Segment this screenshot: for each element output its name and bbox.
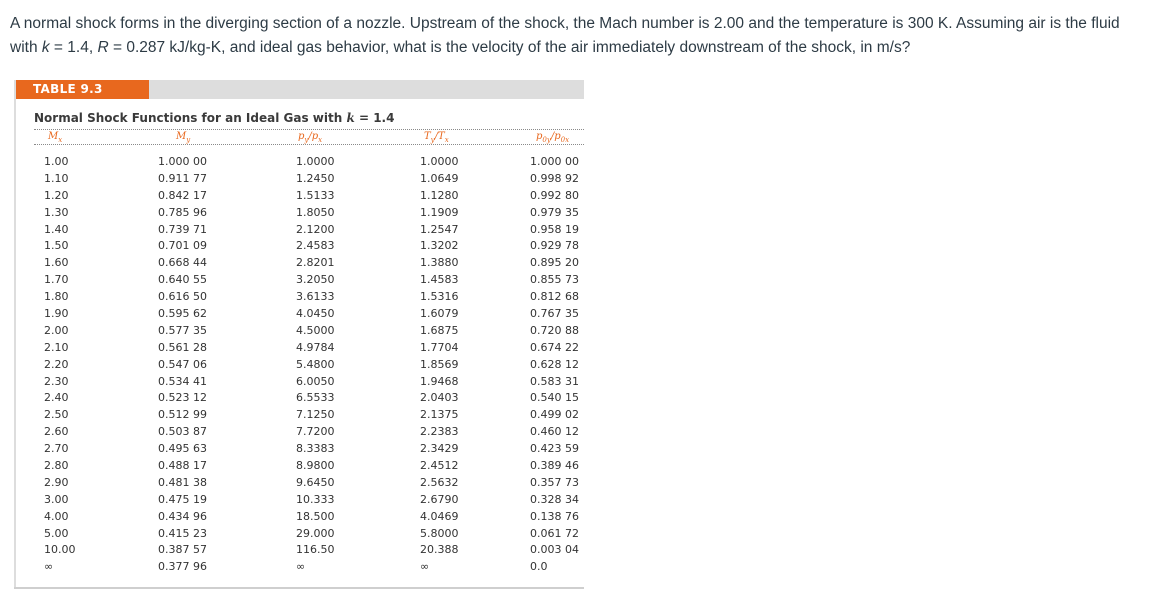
table-cell: 1.5316 xyxy=(420,290,459,304)
table-cell: 2.90 xyxy=(44,475,69,489)
table-cell: 2.20 xyxy=(44,357,69,371)
table-cell: 10.333 xyxy=(296,492,335,506)
table-cell: 0.929 78 xyxy=(530,239,579,253)
table-cell: 0.0 xyxy=(530,560,548,574)
header-py-px: $p_y/p_x$ xyxy=(298,131,323,144)
table-cell: 2.4583 xyxy=(296,239,335,253)
table-cell: 4.9784 xyxy=(296,340,335,354)
table-cell: 0.423 59 xyxy=(530,442,579,456)
table-cell: 0.895 20 xyxy=(530,256,579,270)
table-cell: 1.70 xyxy=(44,273,69,287)
table-row xyxy=(16,154,584,171)
table-cell: 0.387 57 xyxy=(158,543,207,557)
table-cell: 0.701 09 xyxy=(158,239,207,253)
table-cell: 0.481 38 xyxy=(158,475,207,489)
table-cell: 0.061 72 xyxy=(530,526,579,540)
table-cell: 2.10 xyxy=(44,340,69,354)
table-cell: 29.000 xyxy=(296,526,335,540)
table-cell: 0.389 46 xyxy=(530,459,579,473)
table-row xyxy=(16,509,584,526)
table-cell: 1.40 xyxy=(44,222,69,236)
table-row xyxy=(16,559,584,576)
table-cell: ∞ xyxy=(420,560,430,574)
table-cell: 20.388 xyxy=(420,543,459,557)
header-mx: $M_x$ xyxy=(48,131,63,144)
table-row xyxy=(16,492,584,509)
table-row xyxy=(16,289,584,306)
table-cell: 1.5133 xyxy=(296,188,335,202)
table-cell: 0.415 23 xyxy=(158,526,207,540)
table-cell: 2.50 xyxy=(44,408,69,422)
table-cell: 1.30 xyxy=(44,205,69,219)
table-cell: 0.512 99 xyxy=(158,408,207,422)
table-row xyxy=(16,255,584,272)
table-cell: 0.720 88 xyxy=(530,323,579,337)
table-cell: 3.6133 xyxy=(296,290,335,304)
table-cell: 2.00 xyxy=(44,323,69,337)
table-row xyxy=(16,222,584,239)
table-cell: 0.499 02 xyxy=(530,408,579,422)
table-cell: 0.595 62 xyxy=(158,307,207,321)
table-cell: 0.540 15 xyxy=(530,391,579,405)
table-cell: 0.377 96 xyxy=(158,560,207,574)
table-cell: 0.583 31 xyxy=(530,374,579,388)
table-cell: 1.10 xyxy=(44,171,69,185)
table-cell: 7.7200 xyxy=(296,425,335,439)
table-cell: 1.3880 xyxy=(420,256,459,270)
table-row xyxy=(16,171,584,188)
table-cell: 1.00 xyxy=(44,155,69,168)
table-cell: 0.547 06 xyxy=(158,357,207,371)
table-title-pre: Normal Shock Functions for an Ideal Gas with xyxy=(34,111,347,125)
table-row xyxy=(16,441,584,458)
table-cell: 2.40 xyxy=(44,391,69,405)
table-cell: 1.0000 xyxy=(296,155,335,168)
table-cell: 3.00 xyxy=(44,492,69,506)
table-cell: 0.628 12 xyxy=(530,357,579,371)
question-k-symbol: k xyxy=(41,39,50,56)
header-ty-tx: $T_y/T_x$ xyxy=(424,131,449,144)
table-cell: 2.8201 xyxy=(296,256,335,270)
table-cell: 0.674 22 xyxy=(530,340,579,354)
table-cell: 0.992 80 xyxy=(530,188,579,202)
table-cell: 1.20 xyxy=(44,188,69,202)
question-line-2-pre: with xyxy=(10,39,42,56)
table-cell: 1.000 00 xyxy=(158,155,207,168)
table-cell: 1.1909 xyxy=(420,205,459,219)
table-cell: 5.8000 xyxy=(420,526,459,540)
table-row xyxy=(16,424,584,441)
table-cell: 8.9800 xyxy=(296,459,335,473)
table-body xyxy=(16,99,584,587)
table-cell: 9.6450 xyxy=(296,475,335,489)
table-cell: 1.80 xyxy=(44,290,69,304)
table-cell: 1.60 xyxy=(44,256,69,270)
table-row xyxy=(16,205,584,222)
table-cell: 0.911 77 xyxy=(158,171,207,185)
table-cell: 5.4800 xyxy=(296,357,335,371)
table-cell: 0.495 63 xyxy=(158,442,207,456)
table-cell: 6.0050 xyxy=(296,374,335,388)
table-cell: 0.616 50 xyxy=(158,290,207,304)
table-cell: 1.6079 xyxy=(420,307,459,321)
table-row xyxy=(16,526,584,543)
table-column-headers xyxy=(34,129,584,145)
table-cell: 0.668 44 xyxy=(158,256,207,270)
table-row xyxy=(16,390,584,407)
table-cell: 0.138 76 xyxy=(530,509,579,523)
table-cell: 1.50 xyxy=(44,239,69,253)
table-row xyxy=(16,542,584,559)
table-cell: 2.1375 xyxy=(420,408,459,422)
table-badge: TABLE 9.3 xyxy=(16,80,149,99)
table-cell: 0.503 87 xyxy=(158,425,207,439)
table-cell: 8.3383 xyxy=(296,442,335,456)
table-cell: 4.0450 xyxy=(296,307,335,321)
table-cell: 2.5632 xyxy=(420,475,459,489)
table-cell: 0.640 55 xyxy=(158,273,207,287)
table-cell: 0.785 96 xyxy=(158,205,207,219)
table-cell: 1.3202 xyxy=(420,239,459,253)
table-cell: 1.8569 xyxy=(420,357,459,371)
table-cell: 6.5533 xyxy=(296,391,335,405)
table-cell: ∞ xyxy=(44,560,54,574)
table-cell: 2.0403 xyxy=(420,391,459,405)
table-cell: 3.2050 xyxy=(296,273,335,287)
header-my: $M_y$ xyxy=(176,131,191,144)
table-cell: 0.561 28 xyxy=(158,340,207,354)
table-cell: 0.523 12 xyxy=(158,391,207,405)
normal-shock-table xyxy=(14,80,584,589)
table-row xyxy=(16,238,584,255)
table-cell: 0.842 17 xyxy=(158,188,207,202)
table-cell: 2.3429 xyxy=(420,442,459,456)
table-cell: 0.357 73 xyxy=(530,475,579,489)
table-cell: 7.1250 xyxy=(296,408,335,422)
table-cell: 0.739 71 xyxy=(158,222,207,236)
question-line-2 xyxy=(10,36,1150,60)
table-cell: 0.855 73 xyxy=(530,273,579,287)
table-cell: 0.534 41 xyxy=(158,374,207,388)
table-cell: 0.003 04 xyxy=(530,543,579,557)
table-row xyxy=(16,272,584,289)
table-cell: 0.434 96 xyxy=(158,509,207,523)
table-cell: 0.577 35 xyxy=(158,323,207,337)
table-cell: 2.4512 xyxy=(420,459,459,473)
table-cell: 2.6790 xyxy=(420,492,459,506)
table-cell: 0.812 68 xyxy=(530,290,579,304)
table-cell: 4.00 xyxy=(44,509,69,523)
table-row xyxy=(16,407,584,424)
table-cell: 0.460 12 xyxy=(530,425,579,439)
table-cell: 0.958 19 xyxy=(530,222,579,236)
table-cell: 116.50 xyxy=(296,543,335,557)
question-line-2-mid: = 1.4, xyxy=(49,39,98,56)
table-rows xyxy=(16,154,584,576)
table-cell: 2.60 xyxy=(44,425,69,439)
table-row xyxy=(16,188,584,205)
table-cell: 1.8050 xyxy=(296,205,335,219)
question-r-symbol: R xyxy=(97,39,109,56)
table-title xyxy=(34,111,394,125)
table-row xyxy=(16,323,584,340)
table-cell: 0.979 35 xyxy=(530,205,579,219)
table-cell: 0.328 34 xyxy=(530,492,579,506)
table-row xyxy=(16,374,584,391)
table-cell: 2.1200 xyxy=(296,222,335,236)
table-cell: 4.5000 xyxy=(296,323,335,337)
table-title-post: = 1.4 xyxy=(354,111,395,125)
table-cell: 1.2547 xyxy=(420,222,459,236)
table-cell: ∞ xyxy=(296,560,306,574)
question-text xyxy=(10,12,1150,60)
table-cell: 2.2383 xyxy=(420,425,459,439)
question-line-1: A normal shock forms in the diverging section of a nozzle. Upstream of the shock, the Mach number is 2.00 and the temperature is 300 K. Assuming air is the fluid xyxy=(10,15,1120,32)
table-cell: 10.00 xyxy=(44,543,76,557)
table-cell: 1.000 00 xyxy=(530,155,579,168)
table-cell: 0.767 35 xyxy=(530,307,579,321)
table-cell: 0.998 92 xyxy=(530,171,579,185)
table-row xyxy=(16,357,584,374)
table-row xyxy=(16,340,584,357)
table-cell: 1.0000 xyxy=(420,155,459,168)
table-cell: 1.9468 xyxy=(420,374,459,388)
table-row xyxy=(16,475,584,492)
table-cell: 1.1280 xyxy=(420,188,459,202)
table-cell: 1.90 xyxy=(44,307,69,321)
table-cell: 0.475 19 xyxy=(158,492,207,506)
table-cell: 1.2450 xyxy=(296,171,335,185)
table-cell: 1.0649 xyxy=(420,171,459,185)
table-row xyxy=(16,306,584,323)
table-row xyxy=(16,458,584,475)
table-cell: 0.488 17 xyxy=(158,459,207,473)
table-cell: 5.00 xyxy=(44,526,69,540)
table-cell: 1.4583 xyxy=(420,273,459,287)
table-cell: 1.7704 xyxy=(420,340,459,354)
table-cell: 1.6875 xyxy=(420,323,459,337)
table-cell: 2.30 xyxy=(44,374,69,388)
table-cell: 2.80 xyxy=(44,459,69,473)
header-p0y-p0x: $p_{0y}/p_{0x}$ xyxy=(536,131,570,144)
table-title-k: k xyxy=(346,111,355,125)
table-cell: 18.500 xyxy=(296,509,335,523)
table-cell: 2.70 xyxy=(44,442,69,456)
table-cell: 4.0469 xyxy=(420,509,459,523)
question-line-2-rest: = 0.287 kJ/kg-K, and ideal gas behavior, what is the velocity of the air immediately downstream of the shock, in m/s? xyxy=(108,39,911,56)
